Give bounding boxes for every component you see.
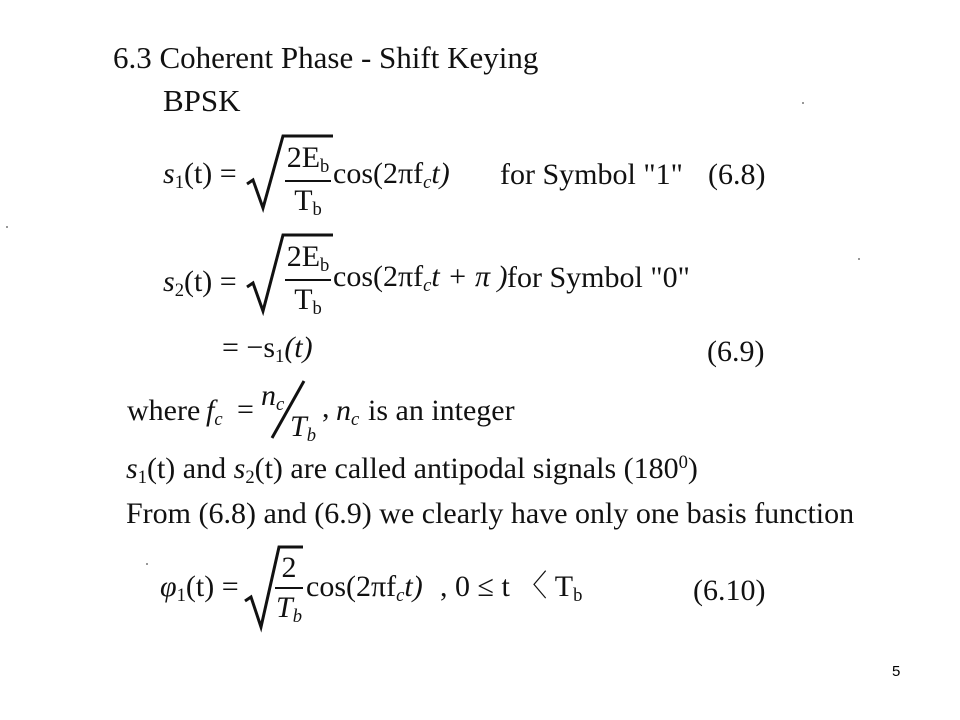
eq4-rhs: $\cos(2\pi f_ct)$ <box>306 570 423 607</box>
scan-speck <box>146 563 148 565</box>
frac-numerator: $n_c$ <box>261 379 285 416</box>
eq2-fraction-bar <box>285 279 331 281</box>
eq3-number: (6.9) <box>707 335 765 368</box>
eq4-number: (6.10) <box>693 574 766 607</box>
eq4-lhs: $\varphi_1(t)$ = <box>160 570 239 607</box>
eq2-lhs: $s_2(t)$ = <box>163 265 237 302</box>
where-word: where <box>127 394 201 427</box>
eq2-rhs: $\cos(2\pi f_ct + \pi$ ) <box>333 260 508 297</box>
where-comma: , <box>322 391 330 424</box>
eq4-numerator: 2 <box>281 551 297 584</box>
eq3-expression: = $-s_1(t)$ <box>222 331 313 368</box>
eq2-numerator: $2E_b$ <box>286 240 330 277</box>
scan-speck <box>6 226 8 228</box>
eq1-fraction-bar <box>285 180 331 182</box>
fc-symbol: $f_c$ <box>206 394 223 431</box>
eq1-numerator: $2E_b$ <box>286 141 330 178</box>
eq2-denominator: $T_b$ <box>294 283 322 320</box>
slide-subtitle: BPSK <box>163 83 241 118</box>
eq2-symbol-label: for Symbol "0" <box>507 261 690 294</box>
slide-title: 6.3 Coherent Phase - Shift Keying <box>113 40 539 75</box>
basis-line: From (6.8) and (6.9) we clearly have only one basis function <box>126 497 855 530</box>
eq4-denominator: $T_b$ <box>276 591 302 628</box>
scan-speck <box>858 258 860 260</box>
where-tail: is an integer <box>368 394 515 427</box>
nc-symbol: $n_c$ <box>336 394 360 431</box>
eq1-symbol-label: for Symbol "1" <box>500 158 683 191</box>
eq4-range: , 0 ≤ t 〈 $T_b$ <box>440 570 583 607</box>
where-equals: = <box>237 393 254 426</box>
scan-speck <box>802 102 804 104</box>
eq1-number: (6.8) <box>708 158 766 191</box>
eq4-fraction-bar <box>275 587 303 589</box>
eq1-denominator: $T_b$ <box>294 184 322 221</box>
frac-denominator: $T_b$ <box>290 410 316 447</box>
page-number: 5 <box>892 663 901 680</box>
antipodal-line: $s_1(t)$ and $s_2(t)$ are called antipodal signals $(180^0)$ <box>126 451 698 489</box>
eq1-rhs: $\cos(2\pi f_ct)$ <box>333 157 450 194</box>
eq1-lhs: $s_1(t)$ = <box>163 157 237 194</box>
